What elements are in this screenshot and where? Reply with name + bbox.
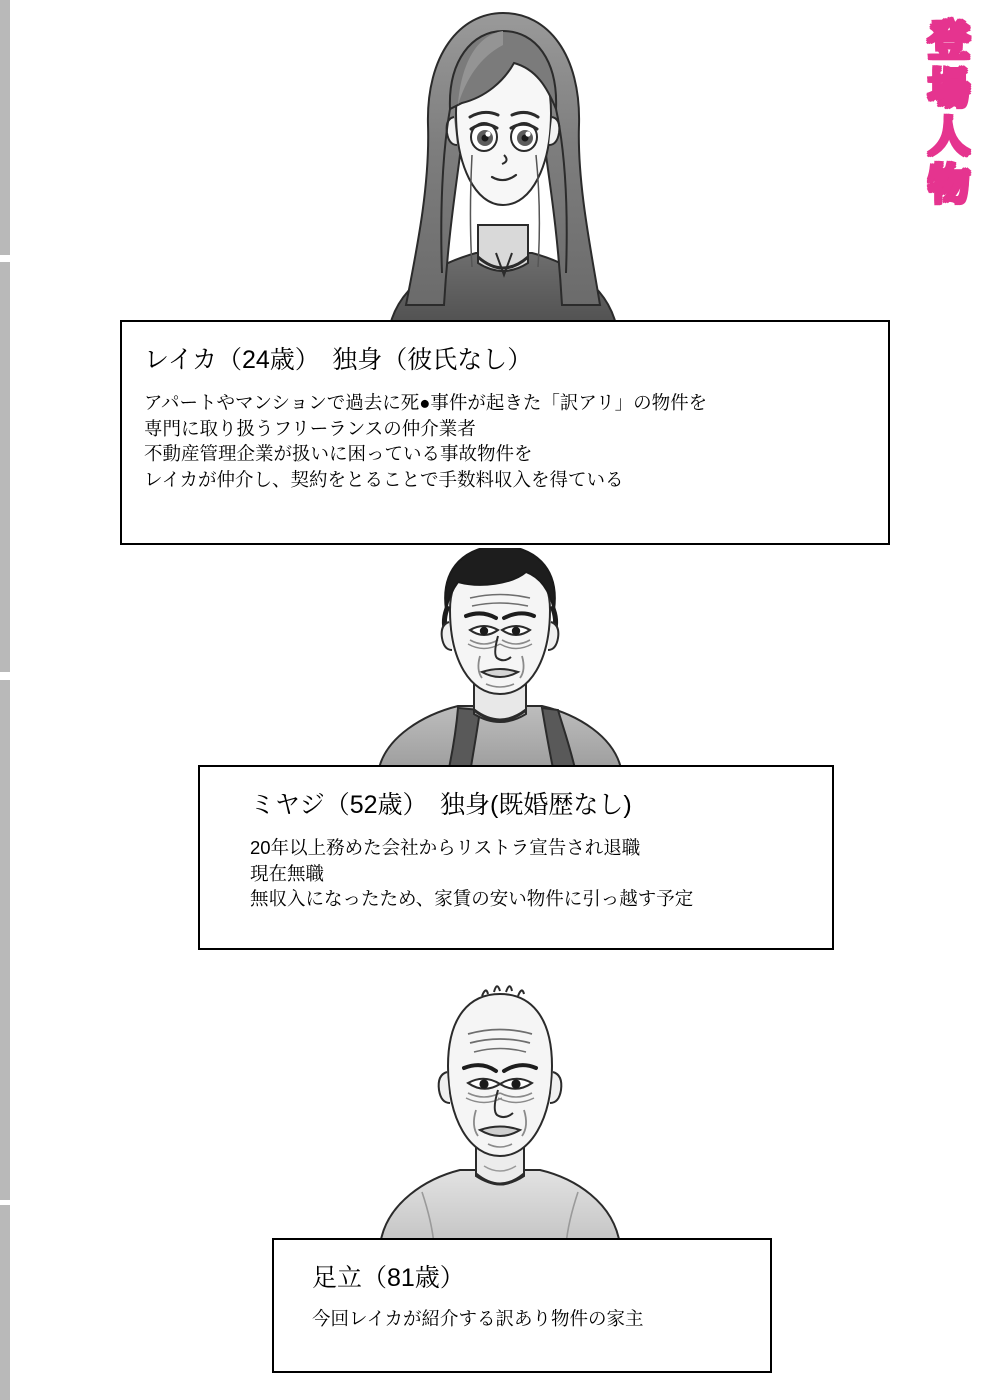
character-description-adachi bbox=[312, 1306, 752, 1332]
portrait-reika bbox=[300, 5, 700, 335]
character-name-reika: レイカ（24歳） 独身（彼氏なし） bbox=[144, 346, 533, 374]
portrait-adachi bbox=[350, 980, 650, 1245]
description-line: 不動産管理企業が扱いに困っている事故物件を bbox=[144, 443, 533, 465]
page-edge-strip bbox=[0, 262, 10, 672]
page-edge-strip bbox=[0, 1205, 10, 1400]
character-name-miyaji: ミヤジ（52歳） 独身(既婚歴なし) bbox=[250, 791, 632, 819]
description-line: レイカが仲介し、契約をとることで手数料収入を得ている bbox=[144, 468, 624, 490]
character-card-miyaji bbox=[198, 765, 834, 950]
description-line: アパートやマンションで過去に死●事件が起きた「訳アリ」の物件を bbox=[144, 392, 708, 413]
page-edge-strip bbox=[0, 680, 10, 1200]
character-description-reika bbox=[144, 390, 870, 492]
description-line: 専門に取り扱うフリーランスの仲介業者 bbox=[144, 417, 476, 439]
character-card-adachi bbox=[272, 1238, 772, 1373]
description-line: 無収入になったため、家賃の安い物件に引っ越す予定 bbox=[250, 888, 694, 910]
page-title: 登場人物 bbox=[923, 18, 970, 210]
character-card-reika bbox=[120, 320, 890, 545]
character-description-miyaji bbox=[250, 835, 814, 912]
character-name-adachi: 足立（81歳） bbox=[312, 1264, 465, 1292]
description-line: 今回レイカが紹介する訳あり物件の家主 bbox=[312, 1308, 644, 1329]
portrait-miyaji bbox=[340, 548, 660, 773]
description-line: 20年以上務めた会社からリストラ宣告され退職 bbox=[250, 837, 641, 858]
page-edge-strip bbox=[0, 0, 10, 255]
description-line: 現在無職 bbox=[250, 862, 325, 884]
